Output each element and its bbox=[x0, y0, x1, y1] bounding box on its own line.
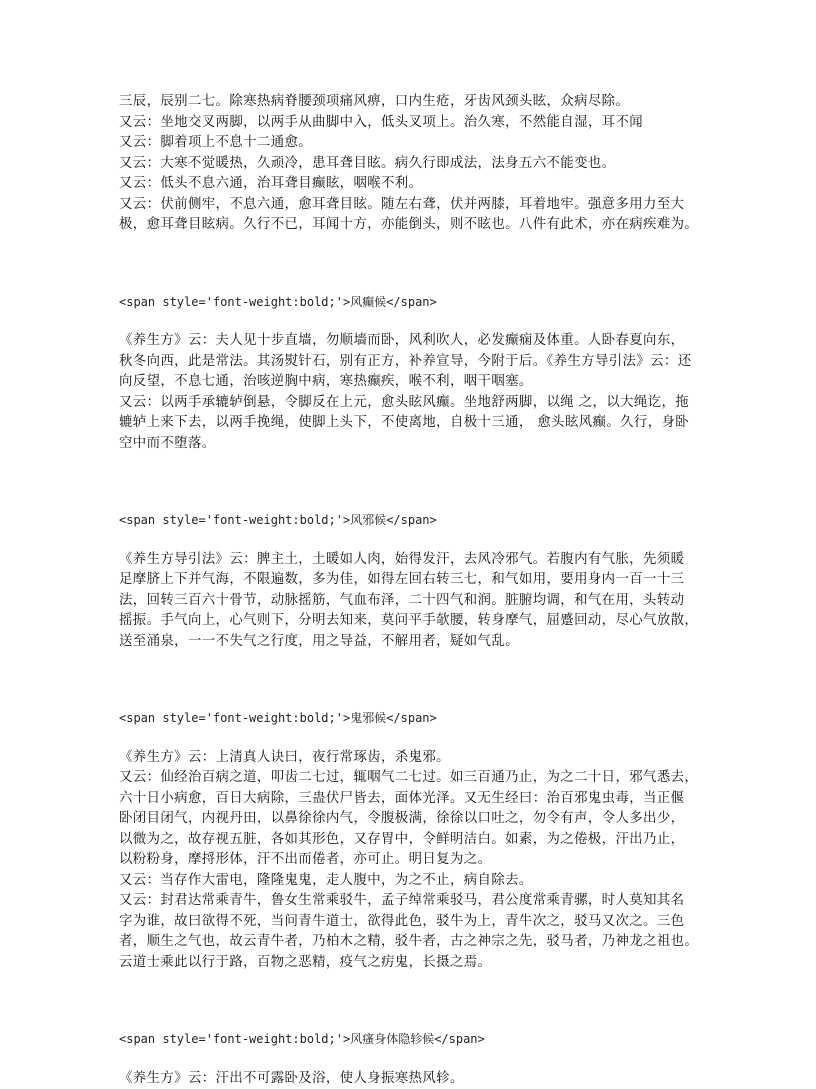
text-line: 《养生方》云：汗出不可露卧及浴，使人身振寒热风轸。 bbox=[119, 1069, 699, 1089]
text-line: 空中而不堕落。 bbox=[119, 434, 699, 455]
paragraph-feng-xie bbox=[119, 550, 699, 653]
text-line: 者，顺生之气也，故云青牛者，乃柏木之精，驳牛者，古之神宗之先，驳马者，乃神龙之祖也。 bbox=[119, 932, 699, 953]
section-heading-feng-xie: <span style='font-weight:bold;'>风邪候</span> bbox=[119, 510, 699, 531]
text-line: 法，回转三百六十骨节，动脉摇筋，气血布泽，二十四气和润。脏腑均调，和气在用，头转动 bbox=[119, 591, 699, 612]
text-line: 又云：当存作大雷电，隆隆鬼鬼，走人腹中，为之不止，病自除去。 bbox=[119, 871, 699, 892]
text-line: 摇振。手气向上，心气则下，分明去知来，莫问平手欹腰，转身摩气，屈蹙回动，尽心气放散， bbox=[119, 611, 699, 632]
text-line: 以微为之，故存视五脏，各如其形色，又存胃中，令鲜明洁白。如素，为之倦极，汗出乃止， bbox=[119, 830, 699, 851]
text-line: 又云：低头不息六通，治耳聋目癫眩，咽喉不利。 bbox=[119, 174, 699, 195]
text-line: 又云：伏前侧牢，不息六通，愈耳聋目眩。随左右聋，伏并两膝，耳着地牢。强意多用力至大 bbox=[119, 195, 699, 216]
paragraph-feng-dian bbox=[119, 331, 699, 454]
text-line: 送至涌泉，一一不失气之行度，用之导益，不解用者，疑如气乱。 bbox=[119, 632, 699, 653]
text-line: 《养生方》云：夫人见十步直墙，勿顺墙而卧，风利吹人，必发癫痫及体重。人卧春夏向东， bbox=[119, 331, 699, 352]
text-line: 卧闭目闭气，内视丹田，以鼻徐徐内气，令腹极满，徐徐以口吐之，勿令有声，令人多出少， bbox=[119, 809, 699, 830]
text-line: 六十日小病愈，百日大病除，三蛊伏尸皆去，面体光泽。又无生经曰：治百邪鬼虫毒，当正偃 bbox=[119, 789, 699, 810]
text-line: 又云：脚着项上不息十二通愈。 bbox=[119, 133, 699, 154]
paragraph-intro bbox=[119, 92, 699, 236]
text-line: 以粉粉身，摩捋形体，汗不出而倦者，亦可止。明日复为之。 bbox=[119, 850, 699, 871]
paragraph-gui-xie bbox=[119, 748, 699, 974]
document-page bbox=[119, 92, 699, 1089]
text-line: 《养生方导引法》云：脾主土，土暖如人肉，始得发汗，去风冷邪气。若腹内有气胀，先须暖 bbox=[119, 550, 699, 571]
text-line: 又云：坐地交叉两脚，以两手从曲脚中入，低头叉项上。治久寒，不然能自湿，耳不闻 bbox=[119, 113, 699, 134]
text-line: 《养生方》云：上清真人诀曰，夜行常琢齿，杀鬼邪。 bbox=[119, 748, 699, 769]
text-line: 足摩脐上下并气海，不限遍数，多为佳，如得左回右转三七，和气如用，要用身内一百一十三 bbox=[119, 570, 699, 591]
text-line: 向反望，不息七通，治咳逆胸中病，寒热癫疾，喉不利，咽干咽塞。 bbox=[119, 372, 699, 393]
text-line: 又云：以两手承辘轳倒悬，令脚反在上元，愈头眩风癫。坐地舒两脚，以绳 之，以大绳讫，拖 bbox=[119, 393, 699, 414]
text-line: 又云：仙经治百病之道，叩齿二七过，辄咽气二七过。如三百通乃止，为之二十日，邪气悉去， bbox=[119, 768, 699, 789]
text-line: 极，愈耳聋目眩病。久行不已，耳闻十方，亦能倒头，则不眩也。八件有此术，亦在病疾难为。 bbox=[119, 215, 699, 236]
section-heading-feng-dian: <span style='font-weight:bold;'>风癫候</span> bbox=[119, 292, 699, 313]
paragraph-feng-sao bbox=[119, 1069, 699, 1089]
text-line: 又云：大寒不觉暖热，久顽冷，患耳聋目眩。病久行即成法，法身五六不能变也。 bbox=[119, 154, 699, 175]
text-line: 又云：封君达常乘青牛，鲁女生常乘驳牛，孟子绰常乘驳马，君公度常乘青骡，时人莫知其名 bbox=[119, 891, 699, 912]
text-line: 字为谁，故曰欲得不死，当问青牛道士，欲得此色，驳牛为上，青牛次之，驳马又次之。三色 bbox=[119, 912, 699, 933]
section-heading-feng-sao: <span style='font-weight:bold;'>风瘙身体隐轸候</span> bbox=[119, 1029, 699, 1050]
section-heading-gui-xie: <span style='font-weight:bold;'>鬼邪候</span> bbox=[119, 708, 699, 729]
text-line: 秋冬向西，此是常法。其汤熨针石，别有正方，补养宣导，今附于后。《养生方导引法》云：还 bbox=[119, 352, 699, 373]
text-line: 辘轳上来下去，以两手挽绳，使脚上头下，不使离地，自极十三通， 愈头眩风癫。久行，身卧 bbox=[119, 413, 699, 434]
text-line: 云道士乘此以行于路，百物之恶精，疫气之疠鬼，长摄之焉。 bbox=[119, 953, 699, 974]
text-line: 三辰，辰别二七。除寒热病脊腰颈项痛风痹，口内生疮，牙齿风颈头眩，众病尽除。 bbox=[119, 92, 699, 113]
